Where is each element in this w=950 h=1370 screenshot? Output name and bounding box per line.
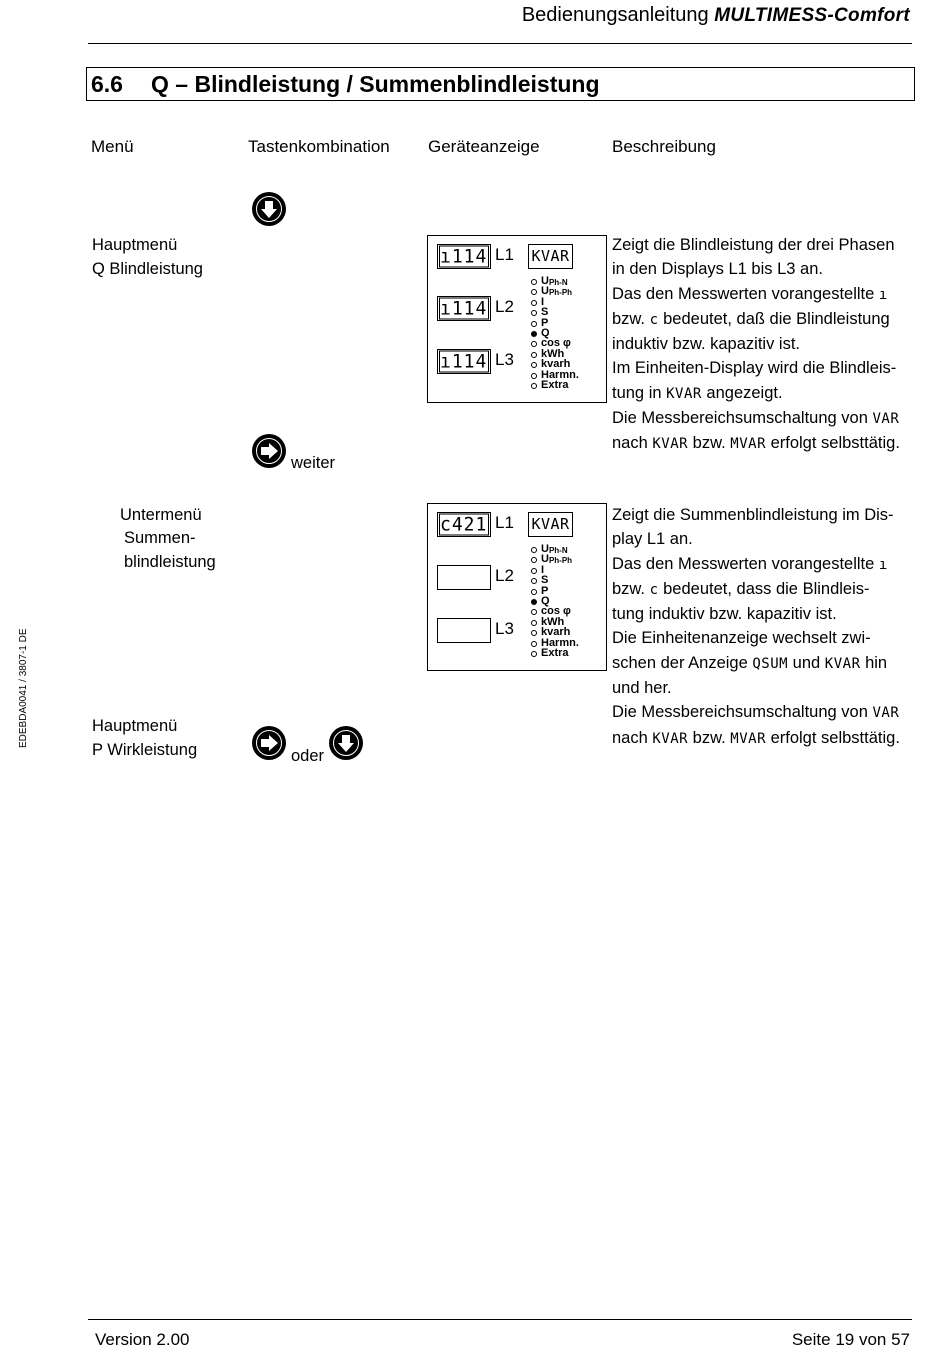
section-title-box (86, 67, 915, 101)
display-l1: c421 (437, 512, 491, 537)
indicator-p: P (531, 318, 579, 328)
device-display-sum (427, 503, 607, 671)
col-head-menu: Menü (91, 137, 134, 156)
key-label-weiter: weiter (291, 454, 336, 472)
display-l3-empty (437, 618, 491, 643)
indicator-uphn: $U_{Ph-N}$ (531, 544, 579, 554)
indicator-kwh: kWh (531, 617, 579, 627)
document-code: EDEBDA0041 / 3807-1 DE (18, 628, 29, 748)
display-l3: ı114 (437, 349, 491, 374)
indicator-q: Q (531, 328, 579, 338)
footer-version: Version 2.00 (95, 1330, 190, 1349)
indicator-i: I (531, 297, 579, 307)
indicator-kvarh: kvarh (531, 627, 579, 637)
indicator-cos: cos φ (531, 606, 579, 616)
menu-sub-line3: blindleistung (124, 553, 216, 571)
label-l1: L1 (495, 513, 514, 532)
device-display-phases (427, 235, 607, 403)
indicator-i: I (531, 565, 579, 575)
footer-page-number: Seite 19 von 57 (791, 1330, 910, 1349)
indicator-s: S (531, 575, 579, 585)
display-l2: ı114 (437, 296, 491, 321)
indicator-p: P (531, 586, 579, 596)
key-label-oder: oder (291, 747, 325, 765)
label-l2: L2 (495, 297, 514, 316)
header-brand: MULTIMESS-Comfort (714, 5, 910, 26)
next-key-button[interactable] (252, 726, 286, 760)
menu-main-p-line1: Hauptmenü (92, 717, 178, 735)
indicator-uphn: $U_{Ph-N}$ (531, 276, 579, 286)
arrow-down-icon (329, 726, 363, 760)
menu-main-q-line1: Hauptmenü (92, 236, 178, 254)
unit-display: KVAR (528, 244, 573, 269)
indicator-uphph: $U_{Ph-Ph}$ (531, 554, 579, 564)
label-l1: L1 (495, 245, 514, 264)
label-l3: L3 (495, 350, 514, 369)
indicator-extra: Extra (531, 380, 579, 390)
display-l2-empty (437, 565, 491, 590)
down-key-button[interactable] (329, 726, 363, 760)
label-l3: L3 (495, 619, 514, 638)
down-key-button[interactable] (252, 192, 286, 226)
footer-divider (88, 1319, 912, 1320)
label-l2: L2 (495, 566, 514, 585)
section-number: 6.6 (91, 71, 123, 97)
display-l1: ı114 (437, 244, 491, 269)
indicator-list (531, 276, 579, 390)
indicator-kwh: kWh (531, 349, 579, 359)
header-divider (88, 43, 912, 44)
indicator-extra: Extra (531, 648, 579, 658)
menu-main-q-line2: Q Blindleistung (92, 260, 203, 278)
indicator-list (531, 544, 579, 658)
arrow-down-icon (252, 192, 286, 226)
indicator-harmn: Harmn. (531, 370, 579, 380)
col-head-keys: Tastenkombination (248, 137, 390, 156)
col-head-display: Geräteanzeige (428, 137, 540, 156)
description-q: Zeigt die Blindleistung der drei Phasen in den Displays L1 bis L3 an. Das den Messwerten vorangestellte ı bzw. c bedeutet, daß die Blindleistung induktiv bzw. kapazitiv ist. Im Einheiten-Display wird die Blindleis- tung in KVAR angezeigt. Die Messbereichsumschaltung von VAR nach KVAR bzw. MVAR erfolgt selbsttätig. (612, 236, 900, 453)
menu-main-p-line2: P Wirkleistung (92, 741, 198, 759)
description-sum: Zeigt die Summenblindleistung im Dis- play L1 an. Das den Messwerten vorangestellte ı bzw. c bedeutet, dass die Blindleis- tung induktiv bzw. kapazitiv ist. Die Einheitenanzeige wechselt zwi- schen der Anzeige QSUM und KVAR hin und her. Die Messbereichsumschaltung von VAR nach KVAR bzw. MVAR erfolgt selbsttätig. (612, 506, 900, 747)
arrow-right-icon (252, 434, 286, 468)
indicator-q: Q (531, 596, 579, 606)
menu-sub-line1: Untermenü (120, 506, 202, 524)
indicator-cos: cos φ (531, 338, 579, 348)
col-head-description: Beschreibung (612, 137, 716, 156)
indicator-s: S (531, 307, 579, 317)
header-prefix: Bedienungsanleitung (521, 4, 715, 26)
indicator-harmn: Harmn. (531, 638, 579, 648)
arrow-right-icon (252, 726, 286, 760)
section-title: Q – Blindleistung / Summenblindleistung (151, 71, 600, 97)
unit-display: KVAR (528, 512, 573, 537)
indicator-kvarh: kvarh (531, 359, 579, 369)
indicator-uphph: $U_{Ph-Ph}$ (531, 286, 579, 296)
menu-sub-line2: Summen- (124, 529, 196, 547)
page-header (522, 4, 910, 27)
next-key-button[interactable] (252, 434, 286, 468)
